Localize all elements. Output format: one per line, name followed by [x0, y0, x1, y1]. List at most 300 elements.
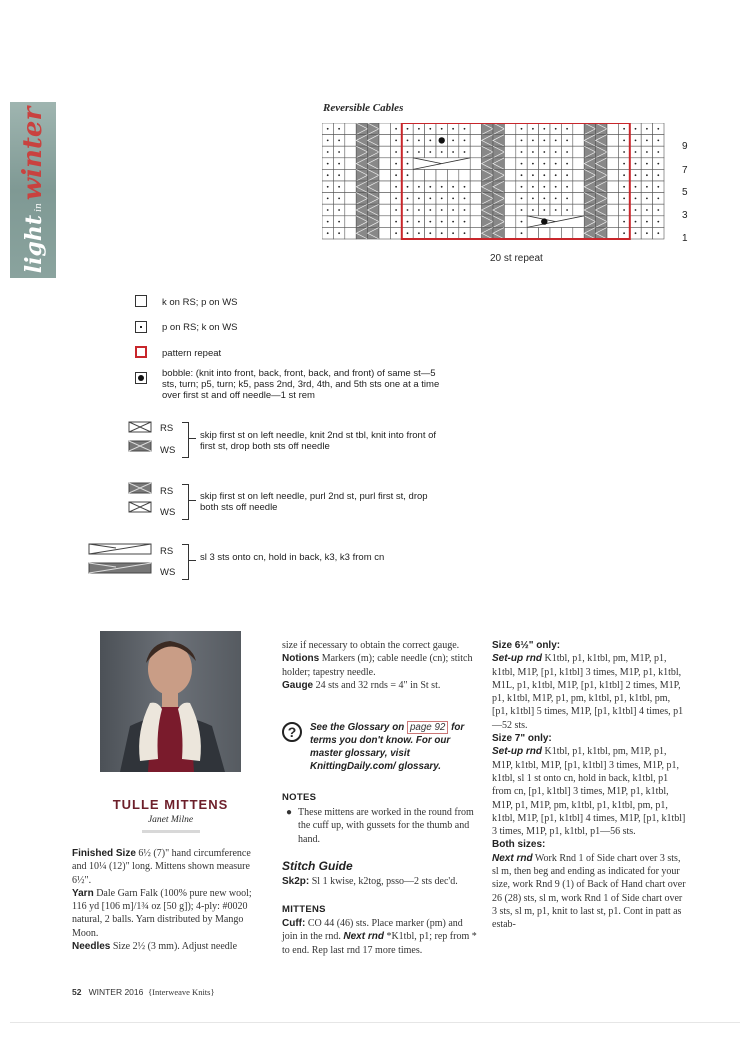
chart-cell: [584, 158, 595, 170]
chart-purl-dot: [452, 221, 454, 223]
chart-purl-dot: [452, 198, 454, 200]
chart-cell: [470, 135, 481, 147]
finished-size-text: 6½ (7)" hand circumference and 10¼ (12)" long. Mittens shown measure 6½".: [72, 848, 251, 886]
chart-cell: [379, 135, 390, 147]
purl-symbol-icon: [135, 321, 147, 333]
chart-purl-dot: [441, 128, 443, 130]
chart-purl-dot: [327, 186, 329, 188]
chart-cell: [379, 204, 390, 216]
chart-purl-dot: [338, 209, 340, 211]
chart-purl-dot: [555, 128, 557, 130]
chart-purl-dot: [418, 186, 420, 188]
size2-heading: Size 7" only:: [492, 733, 552, 745]
glossary-text-a: See the Glossary on: [310, 722, 405, 733]
legend-cable-1: skip first st on left needle, knit 2nd st tbl, knit into front of first st, drop both sts off needle: [200, 430, 437, 452]
chart-purl-dot: [407, 232, 409, 234]
chart-purl-dot: [327, 174, 329, 176]
chart-purl-dot: [657, 221, 659, 223]
chart-purl-dot: [327, 232, 329, 234]
chart-cell: [607, 193, 618, 205]
mittens-photo: [100, 631, 241, 772]
gauge-text: 24 sts and 32 rnds = 4" in St st.: [315, 679, 441, 691]
chart-cell: [504, 135, 515, 147]
chart-cell: [482, 193, 493, 205]
chart-cell: [584, 123, 595, 135]
row-number-1: 1: [682, 233, 688, 244]
chart-cell: [379, 146, 390, 158]
chart-purl-dot: [327, 221, 329, 223]
cuff-paragraph: [282, 917, 478, 957]
chart-cell: [573, 158, 584, 170]
chart-cell: [470, 193, 481, 205]
chart-purl-dot: [327, 151, 329, 153]
chart-grid: [322, 123, 664, 239]
chart-cell: [356, 123, 367, 135]
notes-heading: NOTES: [282, 792, 317, 803]
chart-cell: [356, 146, 367, 158]
chart-purl-dot: [395, 198, 397, 200]
chart-cell: [368, 146, 379, 158]
notions-text: Markers (m); cable needle (cn); stitch holder; tapestry needle.: [282, 653, 473, 678]
chart-purl-dot: [464, 209, 466, 211]
chart-purl-dot: [395, 186, 397, 188]
publication-label: {Interweave Knits}: [148, 987, 215, 997]
chart-cell: [379, 216, 390, 228]
chart-purl-dot: [521, 174, 523, 176]
page-footer: [72, 987, 215, 997]
bracket-line-1: [188, 438, 196, 439]
chart-purl-dot: [327, 140, 329, 142]
chart-purl-dot: [566, 128, 568, 130]
chart-purl-dot: [338, 128, 340, 130]
chart-cell: [596, 216, 607, 228]
chart-purl-dot: [395, 221, 397, 223]
legend-cable-2: skip first st on left needle, purl 2nd st, purl first st, drop both sts off needle: [200, 491, 428, 513]
chart-cell: [368, 169, 379, 181]
chart-purl-dot: [407, 221, 409, 223]
chart-purl-dot: [646, 232, 648, 234]
chart-purl-dot: [532, 186, 534, 188]
chart-cell: [573, 169, 584, 181]
chart-purl-dot: [635, 198, 637, 200]
chart-purl-dot: [521, 186, 523, 188]
chart-cell: [470, 181, 481, 193]
chart-purl-dot: [464, 140, 466, 142]
bracket-line-2: [188, 500, 196, 501]
size1-text: K1tbl, p1, k1tbl, pm, M1P, p1, k1tbl, M1P, [p1, k1tbl] 3 times, M1P, p1, k1tbl, M1L, p1, k1tbl, M1P, [p1, k1tbl] 2 times, M1P, p1, k1tbl, M1P, p1, pm, k1tbl, p1, k1tbl, pm, [p1, k1tbl] 5 times, M1P, [p1, k1tbl] 4 times, p1—52 sts.: [492, 653, 684, 731]
chart-purl-dot: [395, 163, 397, 165]
repeat-symbol-icon: [135, 346, 147, 358]
chart-cell: [607, 146, 618, 158]
chart-cell: [356, 135, 367, 147]
help-question-icon: ?: [282, 722, 302, 742]
chart-cell: [482, 158, 493, 170]
chart-cell: [379, 123, 390, 135]
bracket-1: [182, 422, 189, 458]
chart-cell: [482, 216, 493, 228]
chart-purl-dot: [635, 174, 637, 176]
legend-ws-2: WS: [160, 507, 176, 518]
chart-purl-dot: [327, 128, 329, 130]
chart-cell: [379, 181, 390, 193]
footer-rule: [10, 1022, 740, 1023]
chart-cell: [356, 158, 367, 170]
chart-purl-dot: [464, 232, 466, 234]
chart-purl-dot: [327, 163, 329, 165]
chart-purl-dot: [623, 221, 625, 223]
chart-purl-dot: [338, 140, 340, 142]
glossary-text-b: for terms you don't know. For our master glossary, visit KnittingDaily.com/ glossary.: [310, 722, 465, 772]
chart-purl-dot: [657, 140, 659, 142]
chart-purl-dot: [635, 163, 637, 165]
chart-purl-dot: [566, 186, 568, 188]
chart-cell: [345, 123, 356, 135]
chart-cell: [482, 135, 493, 147]
gauge-label: Gauge: [282, 679, 314, 691]
chart-cell: [493, 146, 504, 158]
chart-purl-dot: [646, 198, 648, 200]
chart-cell: [584, 146, 595, 158]
cable-6st-icon: [88, 543, 154, 577]
chart-purl-dot: [441, 232, 443, 234]
section-side-tab: [10, 102, 56, 278]
chart-cell: [368, 227, 379, 239]
chart-purl-dot: [635, 151, 637, 153]
chart-cell: [504, 216, 515, 228]
chart-purl-dot: [566, 163, 568, 165]
chart-cell: [573, 146, 584, 158]
chart-purl-dot: [646, 163, 648, 165]
chart-cell: [596, 227, 607, 239]
chart-purl-dot: [635, 186, 637, 188]
chart-purl-dot: [532, 198, 534, 200]
gauge-continuation: size if necessary to obtain the correct gauge.: [282, 640, 460, 651]
chart-cell: [470, 158, 481, 170]
chart-cell: [539, 227, 550, 239]
chart-cell: [493, 158, 504, 170]
chart-purl-dot: [407, 128, 409, 130]
middle-column: [282, 639, 478, 692]
chart-cell: [607, 216, 618, 228]
chart-purl-dot: [464, 128, 466, 130]
both-heading: Both sizes:: [492, 839, 546, 851]
chart-cell: [345, 204, 356, 216]
right-column: [492, 639, 688, 932]
chart-purl-dot: [395, 140, 397, 142]
chart-cell: [356, 204, 367, 216]
chart-purl-dot: [441, 151, 443, 153]
notes-item: [286, 806, 476, 846]
chart-purl-dot: [657, 128, 659, 130]
chart-cell: [470, 123, 481, 135]
chart-purl-dot: [555, 174, 557, 176]
sk2p-line: [282, 875, 478, 888]
chart-cell: [607, 135, 618, 147]
legend-repeat: pattern repeat: [162, 348, 222, 359]
chart-purl-dot: [657, 198, 659, 200]
chart-cell: [356, 216, 367, 228]
left-column: [72, 847, 262, 953]
chart-cell: [345, 146, 356, 158]
chart-purl-dot: [521, 198, 523, 200]
chart-purl-dot: [429, 151, 431, 153]
chart-cell: [368, 123, 379, 135]
chart-purl-dot: [338, 221, 340, 223]
side-tab-word-winter: winter: [18, 106, 48, 201]
chart-cell: [356, 169, 367, 181]
chart-purl-dot: [418, 140, 420, 142]
chart-purl-dot: [555, 140, 557, 142]
chart-cell: [584, 169, 595, 181]
chart-purl-dot: [338, 186, 340, 188]
chart-cell: [584, 181, 595, 193]
chart-purl-dot: [623, 209, 625, 211]
chart-purl-dot: [521, 151, 523, 153]
cable-purl-twist-icon: [128, 482, 154, 516]
chart-purl-dot: [418, 151, 420, 153]
chart-cell: [470, 146, 481, 158]
chart-purl-dot: [429, 198, 431, 200]
chart-cell: [607, 123, 618, 135]
chart-cell: [470, 204, 481, 216]
chart-cell: [368, 204, 379, 216]
needles-label: Needles: [72, 941, 111, 953]
chart-cell: [482, 146, 493, 158]
chart-purl-dot: [657, 186, 659, 188]
chart-cell: [596, 204, 607, 216]
chart-purl-dot: [646, 140, 648, 142]
chart-cell: [493, 216, 504, 228]
chart-purl-dot: [338, 198, 340, 200]
chart-purl-dot: [532, 174, 534, 176]
chart-purl-dot: [646, 128, 648, 130]
repeat-label: 20 st repeat: [490, 253, 543, 264]
chart-purl-dot: [407, 140, 409, 142]
chart-purl-dot: [521, 140, 523, 142]
chart-purl-dot: [521, 232, 523, 234]
legend-ws-3: WS: [160, 567, 176, 578]
chart-cell: [504, 227, 515, 239]
chart-purl-dot: [418, 209, 420, 211]
chart-purl-dot: [418, 128, 420, 130]
chart-purl-dot: [543, 174, 545, 176]
chart-purl-dot: [543, 209, 545, 211]
chart-cell: [596, 158, 607, 170]
chart-cell: [379, 169, 390, 181]
chart-cell: [504, 158, 515, 170]
chart-purl-dot: [657, 163, 659, 165]
chart-cell: [573, 204, 584, 216]
chart-cell: [504, 169, 515, 181]
both-text: Work Rnd 1 of Side chart over 3 sts, sl m, then beg and ending as indicated for your size, work Rnd 9 (1) of Back of Hand chart over 26 (28) sts, sl m, work Rnd 1 of Side chart over 3 sts, sl m, p1, knit to last st, p1. Cont in patt as estab-: [492, 852, 686, 931]
chart-purl-dot: [532, 140, 534, 142]
chart-purl-dot: [646, 186, 648, 188]
chart-purl-dot: [543, 198, 545, 200]
notes-list: [286, 806, 476, 846]
chart-cell: [368, 135, 379, 147]
chart-cell: [573, 135, 584, 147]
side-tab-word-in: in: [34, 203, 44, 212]
chart-purl-dot: [646, 221, 648, 223]
legend-cable-3: sl 3 sts onto cn, hold in back, k3, k3 from cn: [200, 552, 385, 563]
chart-purl-dot: [338, 163, 340, 165]
chart-purl-dot: [635, 140, 637, 142]
chart-cell: [356, 227, 367, 239]
chart-purl-dot: [521, 221, 523, 223]
chart-cell: [504, 123, 515, 135]
chart-cell: [561, 227, 572, 239]
chart-purl-dot: [395, 209, 397, 211]
chart-purl-dot: [543, 140, 545, 142]
chart-purl-dot: [635, 221, 637, 223]
bobble-symbol-icon: [135, 372, 147, 384]
chart-purl-dot: [464, 221, 466, 223]
chart-cell: [607, 181, 618, 193]
chart-purl-dot: [623, 232, 625, 234]
chart-purl-dot: [623, 151, 625, 153]
legend-rs-2: RS: [160, 486, 174, 497]
chart-cell: [470, 169, 481, 181]
side-tab-word-light: light: [21, 214, 47, 274]
row-number-3: 3: [682, 210, 688, 221]
chart-purl-dot: [521, 163, 523, 165]
setup-label-1: Set-up rnd: [492, 653, 542, 665]
chart-purl-dot: [452, 128, 454, 130]
issue-label: WINTER 2016: [88, 987, 144, 997]
chart-purl-dot: [418, 198, 420, 200]
pattern-author: Janet Milne: [147, 815, 194, 825]
chart-purl-dot: [532, 209, 534, 211]
chart-purl-dot: [441, 198, 443, 200]
chart-purl-dot: [441, 209, 443, 211]
chart-cell: [596, 169, 607, 181]
chart-cell: [573, 123, 584, 135]
chart-purl-dot: [566, 209, 568, 211]
chart-purl-dot: [418, 221, 420, 223]
chart-cell: [470, 227, 481, 239]
cuff-text-2: *K1tbl, p1; rep from * to end. Rep last rnd 17 more times.: [282, 931, 477, 956]
chart-cell: [527, 227, 538, 239]
row-number-7: 7: [682, 165, 688, 176]
chart-purl-dot: [429, 221, 431, 223]
bullet-icon: ●: [286, 807, 293, 818]
chart-cell: [482, 169, 493, 181]
chart-cell: [504, 204, 515, 216]
chart-purl-dot: [532, 163, 534, 165]
chart-cell: [379, 227, 390, 239]
chart-purl-dot: [452, 232, 454, 234]
chart-cell: [584, 216, 595, 228]
glossary-note: [310, 721, 480, 773]
chart-purl-dot: [452, 140, 454, 142]
chart-cell: [596, 135, 607, 147]
chart-purl-dot: [395, 128, 397, 130]
chart-purl-dot: [429, 186, 431, 188]
chart-purl-dot: [657, 174, 659, 176]
row-number-9: 9: [682, 141, 688, 152]
chart-purl-dot: [543, 163, 545, 165]
chart-cell: [368, 193, 379, 205]
chart-purl-dot: [407, 186, 409, 188]
chart-purl-dot: [623, 186, 625, 188]
glossary-page-link[interactable]: page 92: [407, 721, 448, 734]
chart-purl-dot: [635, 128, 637, 130]
row-number-5: 5: [682, 187, 688, 198]
cable-left-twist-icon: [128, 421, 154, 455]
chart-cell: [493, 135, 504, 147]
chart-purl-dot: [521, 128, 523, 130]
chart-purl-dot: [555, 151, 557, 153]
chart-purl-dot: [566, 174, 568, 176]
chart-bobble: [541, 218, 547, 224]
chart-purl-dot: [429, 209, 431, 211]
notions-label: Notions: [282, 653, 320, 665]
chart-cell: [345, 135, 356, 147]
chart-cell: [356, 181, 367, 193]
page-number: 52: [72, 987, 82, 997]
chart-purl-dot: [407, 198, 409, 200]
chart-cell: [345, 169, 356, 181]
cuff-text: CO 44 (46) sts. Place marker (pm) and join in the rnd.: [282, 918, 463, 943]
chart-cell: [413, 169, 424, 181]
chart-purl-dot: [566, 151, 568, 153]
chart-purl-dot: [646, 174, 648, 176]
chart-cell: [447, 169, 458, 181]
chart-purl-dot: [429, 128, 431, 130]
chart-cell: [596, 193, 607, 205]
chart-cell: [436, 169, 447, 181]
legend-bobble: bobble: (knit into front, back, front, back, and front) of same st—5 sts, turn; p5, turn; k5, pass 2nd, 3rd, 4th, and 5th sts one at a time over first st and off needle—1 st rem: [162, 368, 440, 401]
chart-purl-dot: [407, 209, 409, 211]
next-rnd-label-2: Next rnd: [492, 852, 533, 864]
chart-purl-dot: [623, 163, 625, 165]
chart-cell: [504, 146, 515, 158]
chart-purl-dot: [395, 232, 397, 234]
chart-cell: [482, 227, 493, 239]
chart-purl-dot: [566, 140, 568, 142]
chart-cell: [493, 193, 504, 205]
setup-label-2: Set-up rnd: [492, 746, 542, 758]
chart-purl-dot: [657, 151, 659, 153]
chart-purl-dot: [623, 174, 625, 176]
chart-cell: [345, 193, 356, 205]
chart-purl-dot: [452, 209, 454, 211]
chart-cell: [596, 181, 607, 193]
chart-cell: [607, 158, 618, 170]
chart-cell: [368, 158, 379, 170]
chart-purl-dot: [635, 232, 637, 234]
bracket-line-3: [188, 560, 196, 561]
chart-purl-dot: [407, 151, 409, 153]
legend-purl: p on RS; k on WS: [162, 322, 238, 333]
chart-cell: [379, 193, 390, 205]
chart-title: Reversible Cables: [323, 102, 404, 114]
chart-cell: [425, 169, 436, 181]
chart-cell: [356, 193, 367, 205]
legend-knit: k on RS; p on WS: [162, 297, 238, 308]
chart-purl-dot: [452, 186, 454, 188]
chart-purl-dot: [464, 186, 466, 188]
legend-ws-1: WS: [160, 445, 176, 456]
chart-purl-dot: [338, 151, 340, 153]
chart-purl-dot: [338, 232, 340, 234]
chart-cell: [573, 181, 584, 193]
chart-purl-dot: [566, 198, 568, 200]
chart-purl-dot: [418, 232, 420, 234]
chart-purl-dot: [555, 209, 557, 211]
size2-text: K1tbl, p1, k1tbl, pm, M1P, p1, M1P, k1tbl, M1P, [p1, k1tbl] 3 times, M1P, p1, k1tbl, sl 1 st onto cn, hold in back, k1tbl, p1 from cn, [p1, k1tbl] 3 times, M1P, p1, k1tbl, M1P, p1, M1P, pm, k1tbl, p1, k1tbl, pm, p1, k1tbl, M1P, [p1, k1tbl] 4 times, M1P, [p1, k1tbl] 3 times, M1P, p1, k1tbl, p1—56 sts.: [492, 746, 686, 838]
chart-purl-dot: [464, 198, 466, 200]
